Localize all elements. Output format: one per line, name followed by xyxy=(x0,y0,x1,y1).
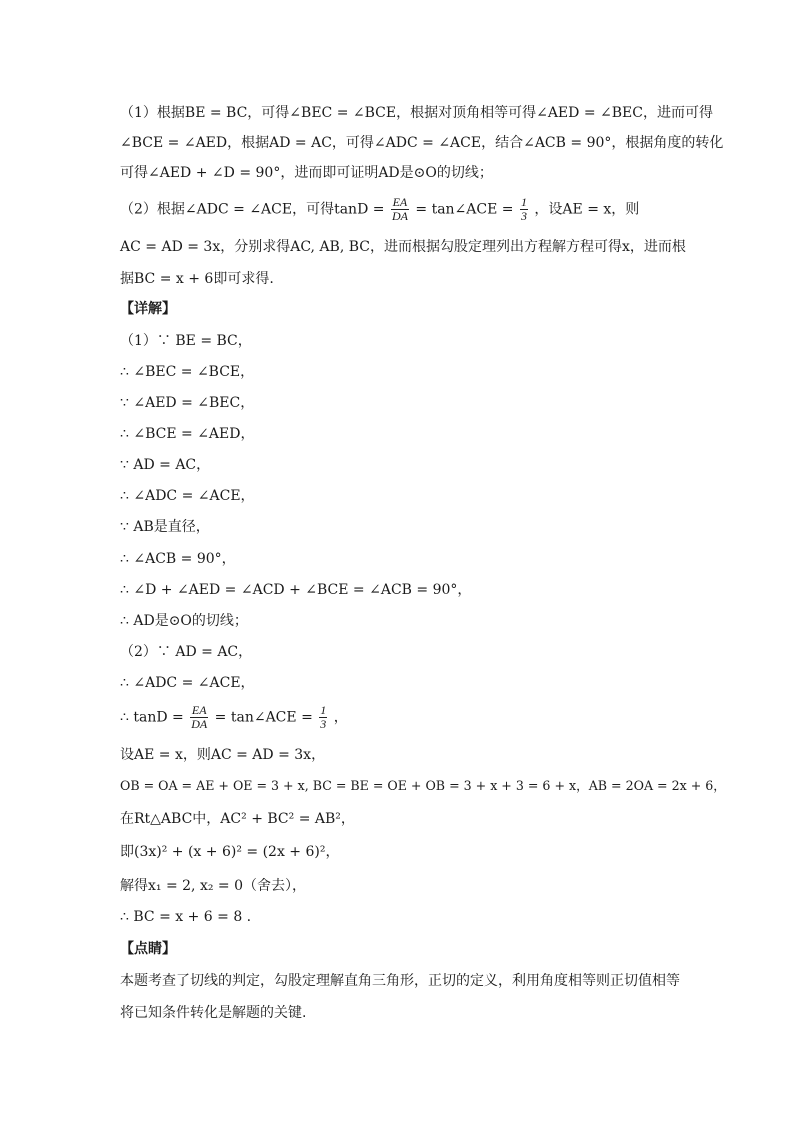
detail-line-10: ∴ AD是⊙O的切线； xyxy=(120,613,248,629)
analysis-line-5: AC = AD = 3x，分别求得AC, AB, BC，进而根据勾股定理列出方程解方程可得x，进而根 xyxy=(120,239,686,255)
fraction-numerator: EA xyxy=(392,195,408,209)
comment-line-1: 本题考查了切线的判定，勾股定理解直角三角形，正切的定义，利用角度相等则正切值相等 xyxy=(120,973,680,989)
detail-line-13-part-a: ∴ tanD = xyxy=(120,709,184,726)
fraction-numerator: EA xyxy=(191,703,207,717)
detail-fraction-ea-da xyxy=(190,704,208,731)
detail-fraction-one-third xyxy=(319,704,327,731)
detail-line-13-part-c: ， xyxy=(333,709,348,726)
detail-line-13-part-b: = tan∠ACE = xyxy=(214,709,313,726)
comment-line-2: 将已知条件转化是解题的关键. xyxy=(120,1005,307,1021)
fraction-denominator: 3 xyxy=(320,717,327,731)
fraction-denominator: 3 xyxy=(520,209,527,223)
fraction-denominator: DA xyxy=(191,717,208,731)
detail-line-15: OB = OA = AE + OE = 3 + x, BC = BE = OE + OB = 3 + x + 3 = 6 + x，AB = 2OA = 2x + 6， xyxy=(120,778,726,793)
analysis-line-2: ∠BCE = ∠AED，根据AD = AC，可得∠ADC = ∠ACE，结合∠ACB = 90°，根据角度的转化 xyxy=(120,135,724,151)
detail-line-5: ∵ AD = AC， xyxy=(120,457,211,473)
detail-line-14: 设AE = x，则AC = AD = 3x， xyxy=(120,747,326,763)
analysis-fraction-one-third xyxy=(520,196,528,223)
detail-line-7: ∵ AB是直径， xyxy=(120,519,210,535)
detail-line-3: ∵ ∠AED = ∠BEC， xyxy=(120,395,255,411)
detail-line-17: 即(3x)² + (x + 6)² = (2x + 6)²， xyxy=(120,844,340,860)
detail-line-6: ∴ ∠ADC = ∠ACE， xyxy=(120,488,255,504)
analysis-line-1: （1）根据BE = BC，可得∠BEC = ∠BCE，根据对顶角相等可得∠AED = ∠BEC，进而可得 xyxy=(120,105,713,121)
analysis-fraction-ea-da xyxy=(391,196,409,223)
analysis-line-4 xyxy=(120,196,639,223)
fraction-denominator: DA xyxy=(391,209,408,223)
analysis-line-4-part-a: （2）根据∠ADC = ∠ACE，可得tanD = xyxy=(120,201,385,218)
detail-heading: 【详解】 xyxy=(120,301,176,317)
detail-line-13 xyxy=(120,704,348,731)
detail-line-12: ∴ ∠ADC = ∠ACE， xyxy=(120,675,255,691)
fraction-numerator: 1 xyxy=(320,703,327,717)
analysis-line-4-part-c: ，设AE = x，则 xyxy=(534,201,640,218)
detail-line-1: （1）∵ BE = BC， xyxy=(120,333,252,349)
detail-line-4: ∴ ∠BCE = ∠AED， xyxy=(120,426,255,442)
detail-line-9: ∴ ∠D + ∠AED = ∠ACD + ∠BCE = ∠ACB = 90°， xyxy=(120,582,472,598)
analysis-line-4-part-b: = tan∠ACE = xyxy=(415,201,514,218)
comment-heading: 【点睛】 xyxy=(120,941,176,957)
detail-line-19: ∴ BC = x + 6 = 8 . xyxy=(120,909,252,925)
detail-line-18: 解得x₁ = 2, x₂ = 0（舍去）， xyxy=(120,878,306,894)
detail-line-11: （2）∵ AD = AC， xyxy=(120,644,253,660)
detail-line-2: ∴ ∠BEC = ∠BCE， xyxy=(120,364,255,380)
detail-line-16: 在Rt△ABC中，AC² + BC² = AB²， xyxy=(120,811,355,827)
analysis-line-6: 据BC = x + 6即可求得. xyxy=(120,271,274,287)
fraction-numerator: 1 xyxy=(520,195,527,209)
detail-line-8: ∴ ∠ACB = 90°， xyxy=(120,551,236,567)
analysis-line-3: 可得∠AED + ∠D = 90°，进而即可证明AD是⊙O的切线； xyxy=(120,165,493,181)
